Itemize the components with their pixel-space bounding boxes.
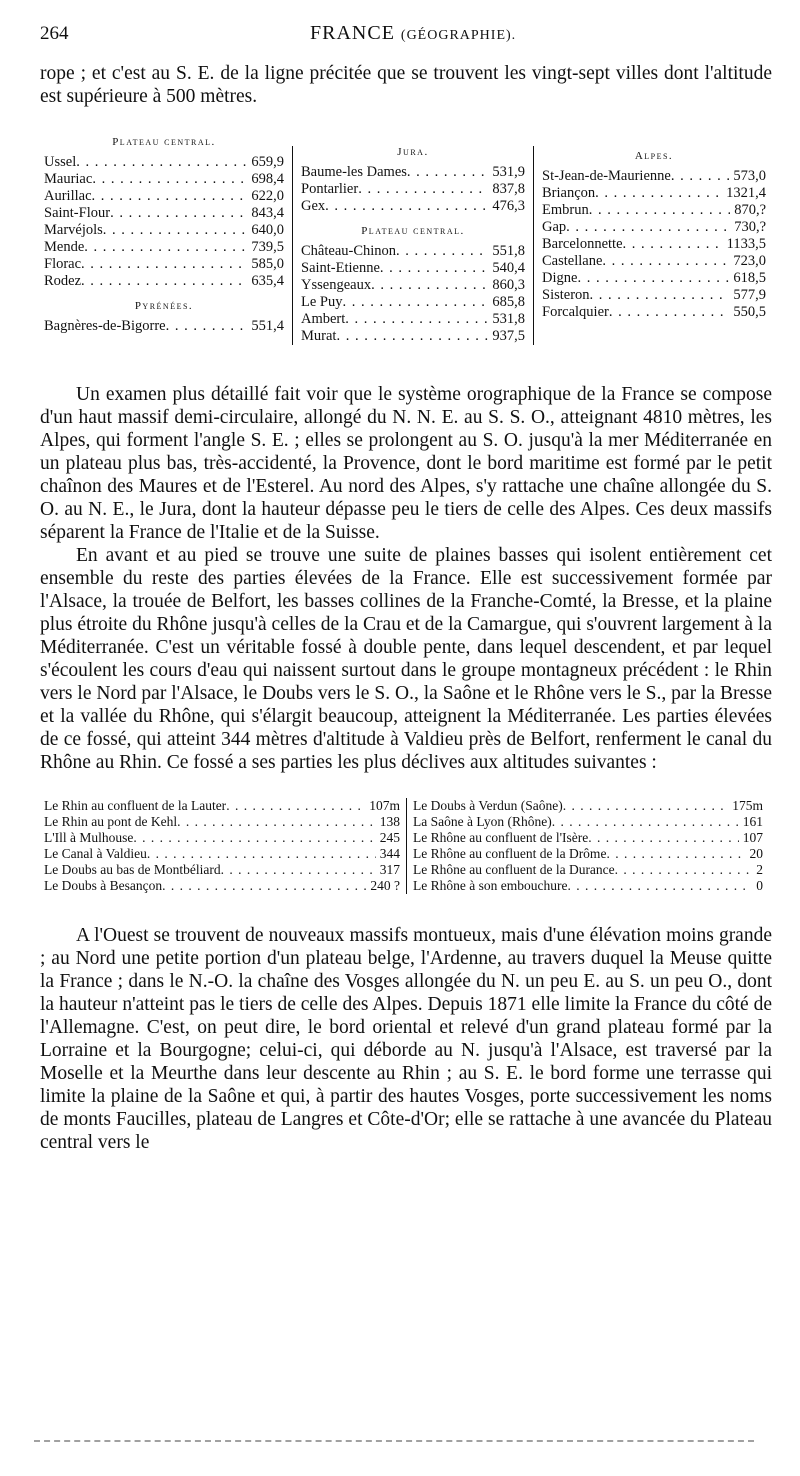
table-row	[301, 198, 525, 215]
row-name: Le Rhône au confluent de la Drôme	[413, 846, 607, 861]
running-head-title: FRANCE	[310, 22, 395, 44]
altitude-column-1	[44, 136, 292, 345]
row-value: 161	[742, 814, 763, 829]
table-row	[44, 318, 284, 335]
dot-leader	[589, 202, 730, 219]
row-name: Briançon	[542, 185, 596, 201]
row-value: 870,?	[734, 202, 766, 218]
row-name: Mende	[44, 239, 85, 255]
row-value: 730,?	[734, 219, 766, 235]
row-value: 577,9	[733, 287, 766, 303]
row-name: Forcalquier	[542, 304, 609, 320]
row-name: Le Canal à Valdieu	[44, 846, 147, 861]
dot-leader	[110, 205, 247, 222]
dot-leader	[162, 878, 366, 894]
row-value: 937,5	[492, 328, 525, 344]
table-row	[413, 878, 763, 894]
row-value: 138	[379, 814, 400, 829]
dot-leader	[609, 304, 730, 321]
dot-leader	[606, 846, 745, 862]
table-row	[44, 862, 400, 878]
dot-leader	[358, 181, 488, 198]
row-name: Le Rhin au pont de Kehl	[44, 814, 178, 829]
row-value: 843,4	[251, 205, 284, 221]
row-name: Sisteron	[542, 287, 590, 303]
dot-leader	[345, 311, 488, 328]
table-row	[301, 294, 525, 311]
row-value: 659,9	[251, 154, 284, 170]
table-row	[44, 188, 284, 205]
page-header	[40, 22, 772, 62]
table-row	[44, 814, 400, 830]
table-row	[542, 185, 766, 202]
row-name: Marvéjols	[44, 222, 103, 238]
group-heading: Jura.	[397, 146, 429, 158]
paragraph-orography: Un examen plus détaillé fait voir que le système orographique de la France se compose d'un haut massif demi-circulaire, allongé du N. N. E. au S. S. O., atteignant 4810 mètres, les Alpes, qui forment l'angle S. E. ; elles se prolongent au S. O. jusqu'à la mer Méditerranée en un plateau plus bas, très-accidenté, la Provence, dont le bord maritime est formé par le petit chaînon des Maures et de l'Esterel. Au nord des Alpes, s'y rattache une chaîne allongée du S. O. au N. E., le Jura, dont la hauteur dépasse peu le tiers de celle des Alpes. Ces deux massifs séparent la France de l'Italie et de la Suisse.	[40, 384, 772, 543]
dot-leader	[342, 294, 488, 311]
altitude-column-2	[292, 146, 534, 345]
table-row	[44, 205, 284, 222]
row-name: Le Rhône au confluent de l'Isère	[413, 830, 589, 845]
page-footer-rule	[34, 1440, 754, 1446]
table-row	[301, 260, 525, 277]
row-name: Le Rhin au confluent de la Lauter	[44, 798, 227, 813]
row-value: 107	[742, 830, 763, 845]
table-row	[413, 862, 763, 878]
table-row	[301, 164, 525, 181]
row-value: 344	[379, 846, 400, 861]
dot-leader	[396, 243, 488, 260]
row-name: Yssengeaux	[301, 277, 372, 293]
row-value: 476,3	[492, 198, 525, 214]
dot-leader	[602, 253, 729, 270]
row-name: Le Doubs à Besançon	[44, 878, 163, 893]
running-head	[310, 22, 516, 45]
dot-leader	[166, 318, 248, 335]
dot-leader	[81, 256, 247, 273]
row-value: 622,0	[251, 188, 284, 204]
page	[40, 22, 772, 1154]
river-column-1	[44, 798, 407, 894]
row-list	[413, 798, 763, 894]
row-value: 245	[379, 830, 400, 845]
table-row	[301, 243, 525, 260]
table-row	[542, 304, 766, 321]
intro-text: rope ; et c'est au S. E. de la ligne précitée que se trouvent les vingt-sept villes dont l'altitude est supérieure à 500 mètres.	[40, 63, 772, 107]
row-name: Saint-Flour	[44, 205, 111, 221]
row-value: 640,0	[251, 222, 284, 238]
paragraph-plains: En avant et au pied se trouve une suite de plaines basses qui isolent entièrement cet ensemble du reste des parties élevées de la France. Elle est successivement formée par l'Alsace, la trouée de Belfort, les basses collines de la Franche-Comté, la Bresse, et la plaine plus étroite du Rhône jusqu'à celles de la Crau et de la Camargue, qui s'ouvrent largement à la Méditerranée. C'est un véritable fossé à double pente, dans lequel descendent, et par lequel s'écoulent les cours d'eau qui naissent surtout dans le groupe montagneux précédent : le Rhin vers le Nord par l'Alsace, le Doubs vers le S. O., la Saône et le Rhône vers le S., par la Bresse et la vallée du Rhône, qui s'élargit beaucoup, atteignent la Méditerranée. Les parties élevées de ce fossé, qui atteint 344 mètres d'altitude à Valdieu près de Belfort, renferment le canal du Rhône au Rhin. Ce fossé a ses parties les plus déclives aux altitudes suivantes :	[40, 545, 772, 773]
row-value: 698,4	[251, 171, 284, 187]
dot-leader	[380, 260, 488, 277]
table-row	[542, 270, 766, 287]
running-head-subtitle: (GÉOGRAPHIE).	[400, 28, 517, 43]
dot-leader	[566, 219, 730, 236]
row-value: 531,8	[492, 311, 525, 327]
row-value: 551,8	[492, 243, 525, 259]
row-value: 240 ?	[370, 878, 400, 893]
group-heading: Alpes.	[634, 150, 674, 162]
row-value: 317	[379, 862, 400, 877]
row-value: 107m	[369, 798, 400, 813]
table-row	[44, 154, 284, 171]
row-name: Embrun	[542, 202, 589, 218]
table-row	[301, 311, 525, 328]
dot-leader	[92, 188, 248, 205]
dot-leader	[133, 830, 375, 846]
row-value: 618,5	[733, 270, 766, 286]
row-name: Château-Chinon	[301, 243, 397, 259]
row-name: Ambert	[301, 311, 346, 327]
dot-leader	[76, 154, 247, 171]
dot-leader	[588, 830, 739, 846]
row-name: Le Puy	[301, 294, 343, 310]
row-list	[44, 318, 284, 335]
dot-leader	[567, 878, 752, 894]
dot-leader	[563, 798, 729, 814]
row-list	[44, 154, 284, 290]
table-row	[542, 287, 766, 304]
dot-leader	[147, 846, 376, 862]
row-value: 0	[756, 878, 763, 893]
dot-leader	[595, 185, 722, 202]
row-value: 723,0	[733, 253, 766, 269]
table-row	[542, 168, 766, 185]
row-name: La Saône à Lyon (Rhône)	[413, 814, 552, 829]
row-value: 20	[749, 846, 763, 861]
table-row	[542, 236, 766, 253]
river-altitude-table	[44, 798, 772, 894]
row-name: Aurillac	[44, 188, 92, 204]
row-value: 685,8	[492, 294, 525, 310]
table-row	[44, 798, 400, 814]
table-row	[44, 878, 400, 894]
dot-leader	[92, 171, 247, 188]
table-row	[542, 219, 766, 236]
altitude-table	[44, 136, 772, 345]
row-name: Rodez	[44, 273, 82, 289]
row-name: Le Doubs à Verdun (Saône)	[413, 798, 563, 813]
table-row	[44, 273, 284, 290]
row-name: Saint-Etienne	[301, 260, 380, 276]
row-name: Digne	[542, 270, 578, 286]
group-heading: Pyrénées.	[134, 300, 194, 312]
table-row	[413, 846, 763, 862]
row-name: Le Rhône à son embouchure	[413, 878, 568, 893]
row-value: 573,0	[733, 168, 766, 184]
dot-leader	[371, 277, 488, 294]
dot-leader	[590, 287, 730, 304]
row-value: 837,8	[492, 181, 525, 197]
group-heading: Plateau central.	[112, 136, 216, 148]
dot-leader	[103, 222, 248, 239]
row-list	[542, 168, 766, 321]
row-name: Murat	[301, 328, 337, 344]
table-row	[542, 253, 766, 270]
row-value: 551,4	[251, 318, 284, 334]
paragraph-west: A l'Ouest se trouvent de nouveaux massifs montueux, mais d'une élévation moins grande ; au Nord une petite portion d'un plateau belge, l'Ardenne, au travers duquel la Meuse quitte la France ; dans le N.-O. la chaîne des Vosges allongée du N. un peu E. au S. un peu O., dont la hauteur n'atteint pas le tiers de celle des Alpes. Depuis 1871 elle limite la France du côté de l'Allemagne. C'est, on peut dire, le bord oriental et relevé d'un grand plateau formé par la Lorraine et la Bourgogne; celui-ci, qui déborde au N. jusqu'à l'Alsace, est traversé par la Moselle et la Meurthe dans leur descente au Rhin ; au S. E. le bord forme une terrasse qui limite la plaine de la Saône et qui, à partir des hautes Vosges, porte successivement les noms de monts Faucilles, plateau de Langres et Côte-d'Or; elle se rattache à une avancée du Plateau central vers le	[40, 925, 772, 1153]
table-row	[301, 181, 525, 198]
dot-leader	[615, 862, 753, 878]
row-name: Castellane	[542, 253, 603, 269]
table-row	[542, 202, 766, 219]
table-row	[301, 328, 525, 345]
dot-leader	[336, 328, 488, 345]
row-value: 175m	[732, 798, 763, 813]
row-name: Pontarlier	[301, 181, 359, 197]
row-value: 1133,5	[726, 236, 766, 252]
row-name: St-Jean-de-Maurienne	[542, 168, 671, 184]
altitude-column-3	[534, 150, 766, 345]
dot-leader	[407, 164, 488, 181]
table-row	[413, 798, 763, 814]
row-value: 2	[756, 862, 763, 877]
dot-leader	[671, 168, 730, 185]
row-value: 635,4	[251, 273, 284, 289]
table-row	[44, 171, 284, 188]
table-row	[301, 277, 525, 294]
table-row	[44, 846, 400, 862]
row-name: Mauriac	[44, 171, 93, 187]
row-name: Baume-les Dames	[301, 164, 407, 180]
row-value: 739,5	[251, 239, 284, 255]
row-value: 531,9	[492, 164, 525, 180]
row-name: Bagnères-de-Bigorre	[44, 318, 166, 334]
dot-leader	[325, 198, 488, 215]
table-row	[413, 830, 763, 846]
table-row	[44, 222, 284, 239]
dot-leader	[226, 798, 365, 814]
row-name: Barcelonnette	[542, 236, 623, 252]
table-row	[44, 239, 284, 256]
page-number: 264	[40, 23, 69, 44]
group-heading: Plateau central.	[361, 225, 465, 237]
table-row	[44, 830, 400, 846]
dot-leader	[623, 236, 723, 253]
table-row	[413, 814, 763, 830]
table-row	[44, 256, 284, 273]
row-name: L'Ill à Mulhouse	[44, 830, 134, 845]
row-name: Ussel	[44, 154, 77, 170]
row-value: 585,0	[251, 256, 284, 272]
river-column-2	[407, 798, 763, 894]
dot-leader	[552, 814, 739, 830]
row-value: 1321,4	[726, 185, 766, 201]
row-list	[301, 243, 525, 345]
dot-leader	[81, 273, 247, 290]
dot-leader	[221, 862, 376, 878]
row-name: Gap	[542, 219, 567, 235]
row-name: Le Doubs au bas de Montbéliard	[44, 862, 221, 877]
row-list	[44, 798, 400, 894]
row-value: 540,4	[492, 260, 525, 276]
row-list	[301, 164, 525, 215]
row-name: Le Rhône au confluent de la Durance	[413, 862, 615, 877]
row-name: Florac	[44, 256, 82, 272]
dot-leader	[577, 270, 729, 287]
row-name: Gex	[301, 198, 326, 214]
row-value: 550,5	[733, 304, 766, 320]
dot-leader	[84, 239, 247, 256]
row-value: 860,3	[492, 277, 525, 293]
dot-leader	[177, 814, 376, 830]
